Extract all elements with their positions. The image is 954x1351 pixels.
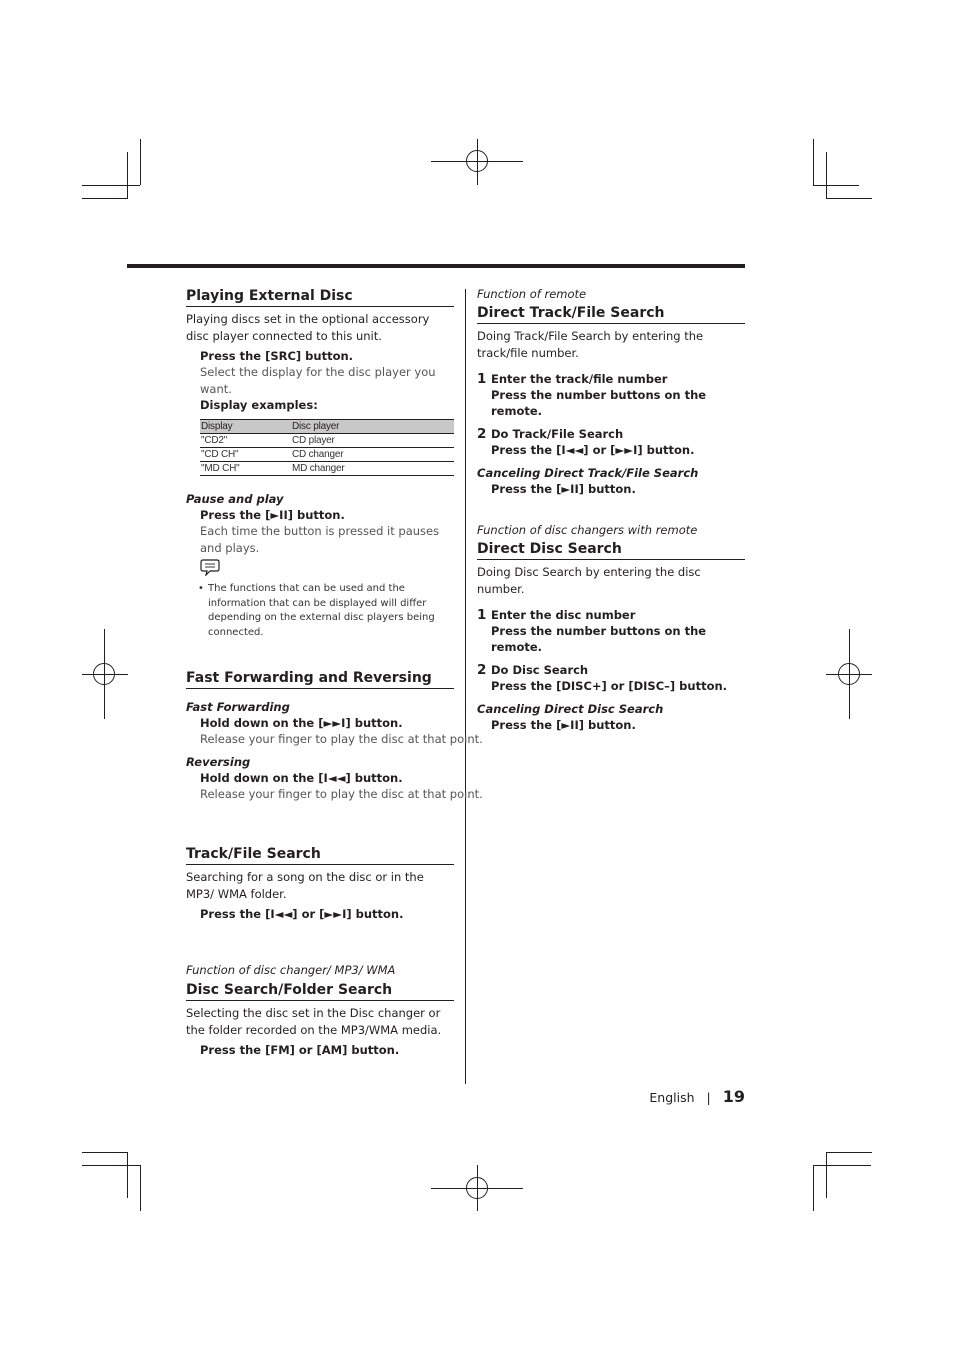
fast-forwarding-description: Release your finger to play the disc at that point. — [200, 732, 483, 746]
section-heading: Fast Forwarding and Reversing — [186, 669, 454, 689]
section-playing-external-disc — [186, 287, 454, 640]
step-1-description: Press the number buttons on the remote. — [491, 624, 707, 654]
column-separator — [465, 289, 466, 1084]
table-header-display: Display — [200, 420, 291, 434]
section-direct-track-search — [477, 287, 745, 497]
display-examples-table — [200, 419, 454, 476]
reversing-heading: Reversing — [186, 754, 251, 769]
note-icon — [200, 558, 220, 576]
reversing-description: Release your finger to play the disc at that point. — [200, 786, 483, 801]
step-title: Do Disc Search — [491, 663, 589, 677]
step-instruction: Press the [FM] or [AM] button. — [200, 1043, 400, 1057]
step-number: 1 — [477, 607, 487, 623]
step-number: 2 — [477, 662, 487, 678]
section-intro: Selecting the disc set in the Disc changer or the folder recorded on the MP3/WMA media. — [186, 1006, 442, 1037]
page-number: 19 — [722, 1087, 745, 1106]
step-1 — [477, 607, 745, 623]
section-disc-folder-search — [186, 963, 454, 1058]
table-header-row — [200, 420, 454, 434]
table-row — [200, 462, 454, 476]
table-cell: CD changer — [291, 448, 454, 462]
cancel-step: Press the [►II] button. — [491, 482, 636, 496]
function-note: Function of disc changers with remote — [477, 523, 698, 537]
right-column — [477, 287, 745, 732]
table-cell: "CD CH" — [200, 448, 291, 462]
left-column — [186, 287, 483, 1057]
pause-play-step: Press the [►II] button. — [200, 508, 345, 522]
pause-play-heading: Pause and play — [186, 492, 284, 506]
table-row — [200, 448, 454, 462]
section-intro: Playing discs set in the optional accessory disc player connected to this unit. — [186, 312, 430, 343]
step-description: Select the display for the disc player you want. — [200, 365, 436, 396]
cancel-step: Press the [►II] button. — [491, 718, 636, 732]
table-row — [200, 434, 454, 448]
step-title: Enter the track/file number — [491, 372, 668, 386]
bullet-icon: • — [198, 583, 204, 594]
step-1-description: Press the number buttons on the remote. — [491, 388, 707, 418]
section-track-file-search — [186, 845, 454, 922]
step-title: Enter the disc number — [491, 608, 636, 622]
section-fast-forwarding-reversing — [186, 669, 483, 802]
footer-separator: | — [706, 1090, 711, 1105]
section-intro: Doing Disc Search by entering the disc number. — [477, 565, 701, 596]
table-cell: MD changer — [291, 462, 454, 476]
section-heading: Direct Disc Search — [477, 540, 745, 560]
table-cell: CD player — [291, 434, 454, 448]
step-2 — [477, 662, 745, 678]
step-number: 1 — [477, 371, 487, 387]
section-intro: Searching for a song on the disc or in the MP3/ WMA folder. — [186, 870, 424, 901]
fast-forwarding-step: Hold down on the [►►I] button. — [200, 716, 403, 730]
reversing-step: Hold down on the [I◄◄] button. — [200, 770, 403, 785]
function-note: Function of disc changer/ MP3/ WMA — [186, 963, 396, 977]
footer-language: English — [649, 1090, 695, 1105]
section-heading: Direct Track/File Search — [477, 304, 745, 324]
pause-play-description: Each time the button is pressed it pauses and plays. — [200, 524, 440, 555]
table-cell: "CD2" — [200, 434, 291, 448]
table-cell: "MD CH" — [200, 462, 291, 476]
step-2-description: Press the [I◄◄] or [►►I] button. — [491, 443, 695, 457]
examples-label: Display examples: — [200, 398, 318, 412]
step-number: 2 — [477, 426, 487, 442]
step-2-description: Press the [DISC+] or [DISC–] button. — [491, 679, 728, 693]
fast-forwarding-heading: Fast Forwarding — [186, 700, 290, 714]
step-instruction: Press the [SRC] button. — [200, 349, 354, 363]
section-heading: Track/File Search — [186, 845, 454, 865]
header-rule — [127, 264, 745, 268]
section-heading: Disc Search/Folder Search — [186, 981, 454, 1001]
step-instruction: Press the [I◄◄] or [►►I] button. — [200, 907, 404, 921]
section-heading: Playing External Disc — [186, 287, 454, 307]
step-2 — [477, 426, 745, 442]
note-text: The functions that can be used and the information that can be displayed will differ depending on the external disc players being connected. — [208, 583, 435, 638]
cancel-heading: Canceling Direct Track/File Search — [477, 466, 699, 480]
function-note: Function of remote — [477, 287, 587, 301]
step-1 — [477, 371, 745, 387]
step-title: Do Track/File Search — [491, 427, 624, 441]
section-intro: Doing Track/File Search by entering the track/file number. — [477, 329, 704, 360]
table-header-disc-player: Disc player — [291, 420, 454, 434]
section-direct-disc-search — [477, 523, 745, 733]
cancel-heading: Canceling Direct Disc Search — [477, 702, 664, 716]
page-footer — [649, 1087, 745, 1108]
